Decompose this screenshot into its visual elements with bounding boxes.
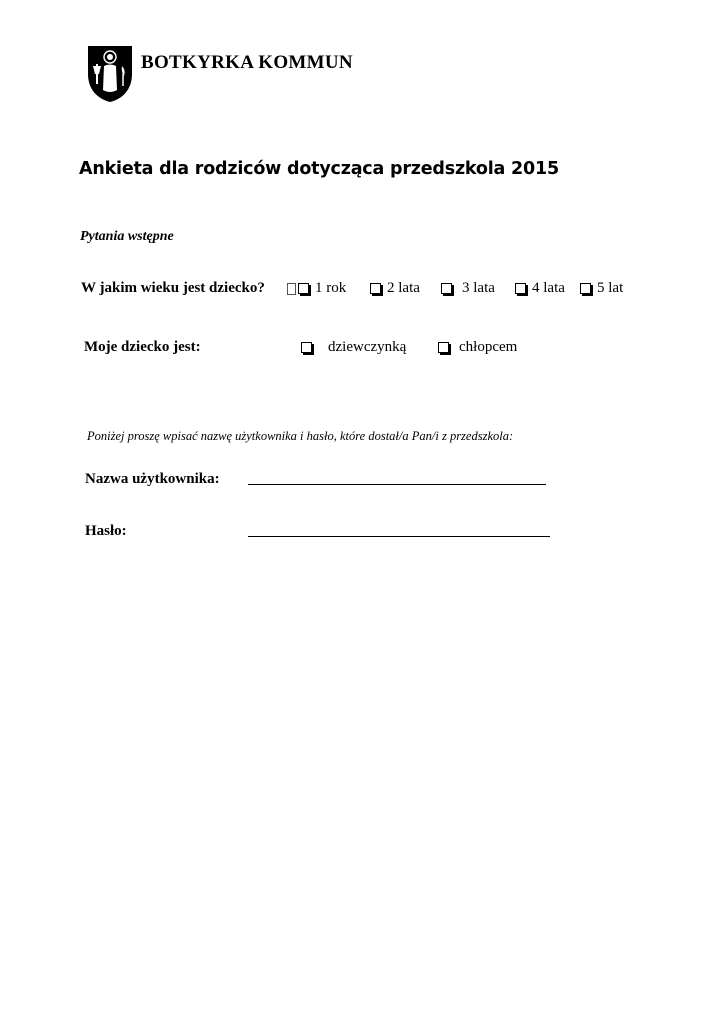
age-option-5[interactable] bbox=[580, 280, 623, 297]
gender-option-boy[interactable] bbox=[438, 339, 517, 356]
age-option-label: 1 rok bbox=[315, 280, 347, 296]
page-title: Ankieta dla rodziców dotycząca przedszkola 2015 bbox=[79, 159, 559, 179]
age-option-3[interactable] bbox=[441, 280, 495, 297]
age-option-label: 4 lata bbox=[532, 280, 565, 296]
age-option-1[interactable] bbox=[287, 280, 346, 297]
gender-question-label: Moje dziecko jest: bbox=[84, 339, 201, 355]
login-instruction: Poniżej proszę wpisać nazwę użytkownika i hasło, które dostał/a Pan/i z przedszkola: bbox=[87, 429, 514, 443]
age-option-4[interactable] bbox=[515, 280, 565, 297]
checkbox-icon[interactable] bbox=[301, 342, 312, 353]
checkbox-icon[interactable] bbox=[515, 283, 526, 294]
checkbox-icon[interactable] bbox=[441, 283, 452, 294]
gender-option-label: chłopcem bbox=[459, 339, 518, 355]
checkbox-icon[interactable] bbox=[580, 283, 591, 294]
password-label: Hasło: bbox=[85, 523, 127, 539]
section-heading: Pytania wstępne bbox=[80, 229, 174, 244]
username-field[interactable] bbox=[248, 484, 546, 485]
age-option-label: 5 lat bbox=[597, 280, 624, 296]
age-question-label: W jakim wieku jest dziecko? bbox=[81, 280, 265, 296]
checkbox-icon[interactable] bbox=[370, 283, 381, 294]
age-option-label: 2 lata bbox=[387, 280, 420, 296]
age-option-label: 3 lata bbox=[462, 280, 495, 296]
age-option-2[interactable] bbox=[370, 280, 420, 297]
coat-of-arms-icon bbox=[86, 44, 134, 104]
logo-text: BOTKYRKA KOMMUN bbox=[141, 52, 353, 73]
username-label: Nazwa użytkownika: bbox=[85, 471, 220, 487]
password-field[interactable] bbox=[248, 536, 550, 537]
checkbox-icon[interactable] bbox=[438, 342, 449, 353]
missing-glyph-icon bbox=[287, 283, 296, 295]
gender-option-girl[interactable] bbox=[301, 339, 406, 356]
gender-option-label: dziewczynką bbox=[328, 339, 407, 355]
checkbox-icon[interactable] bbox=[298, 283, 309, 294]
